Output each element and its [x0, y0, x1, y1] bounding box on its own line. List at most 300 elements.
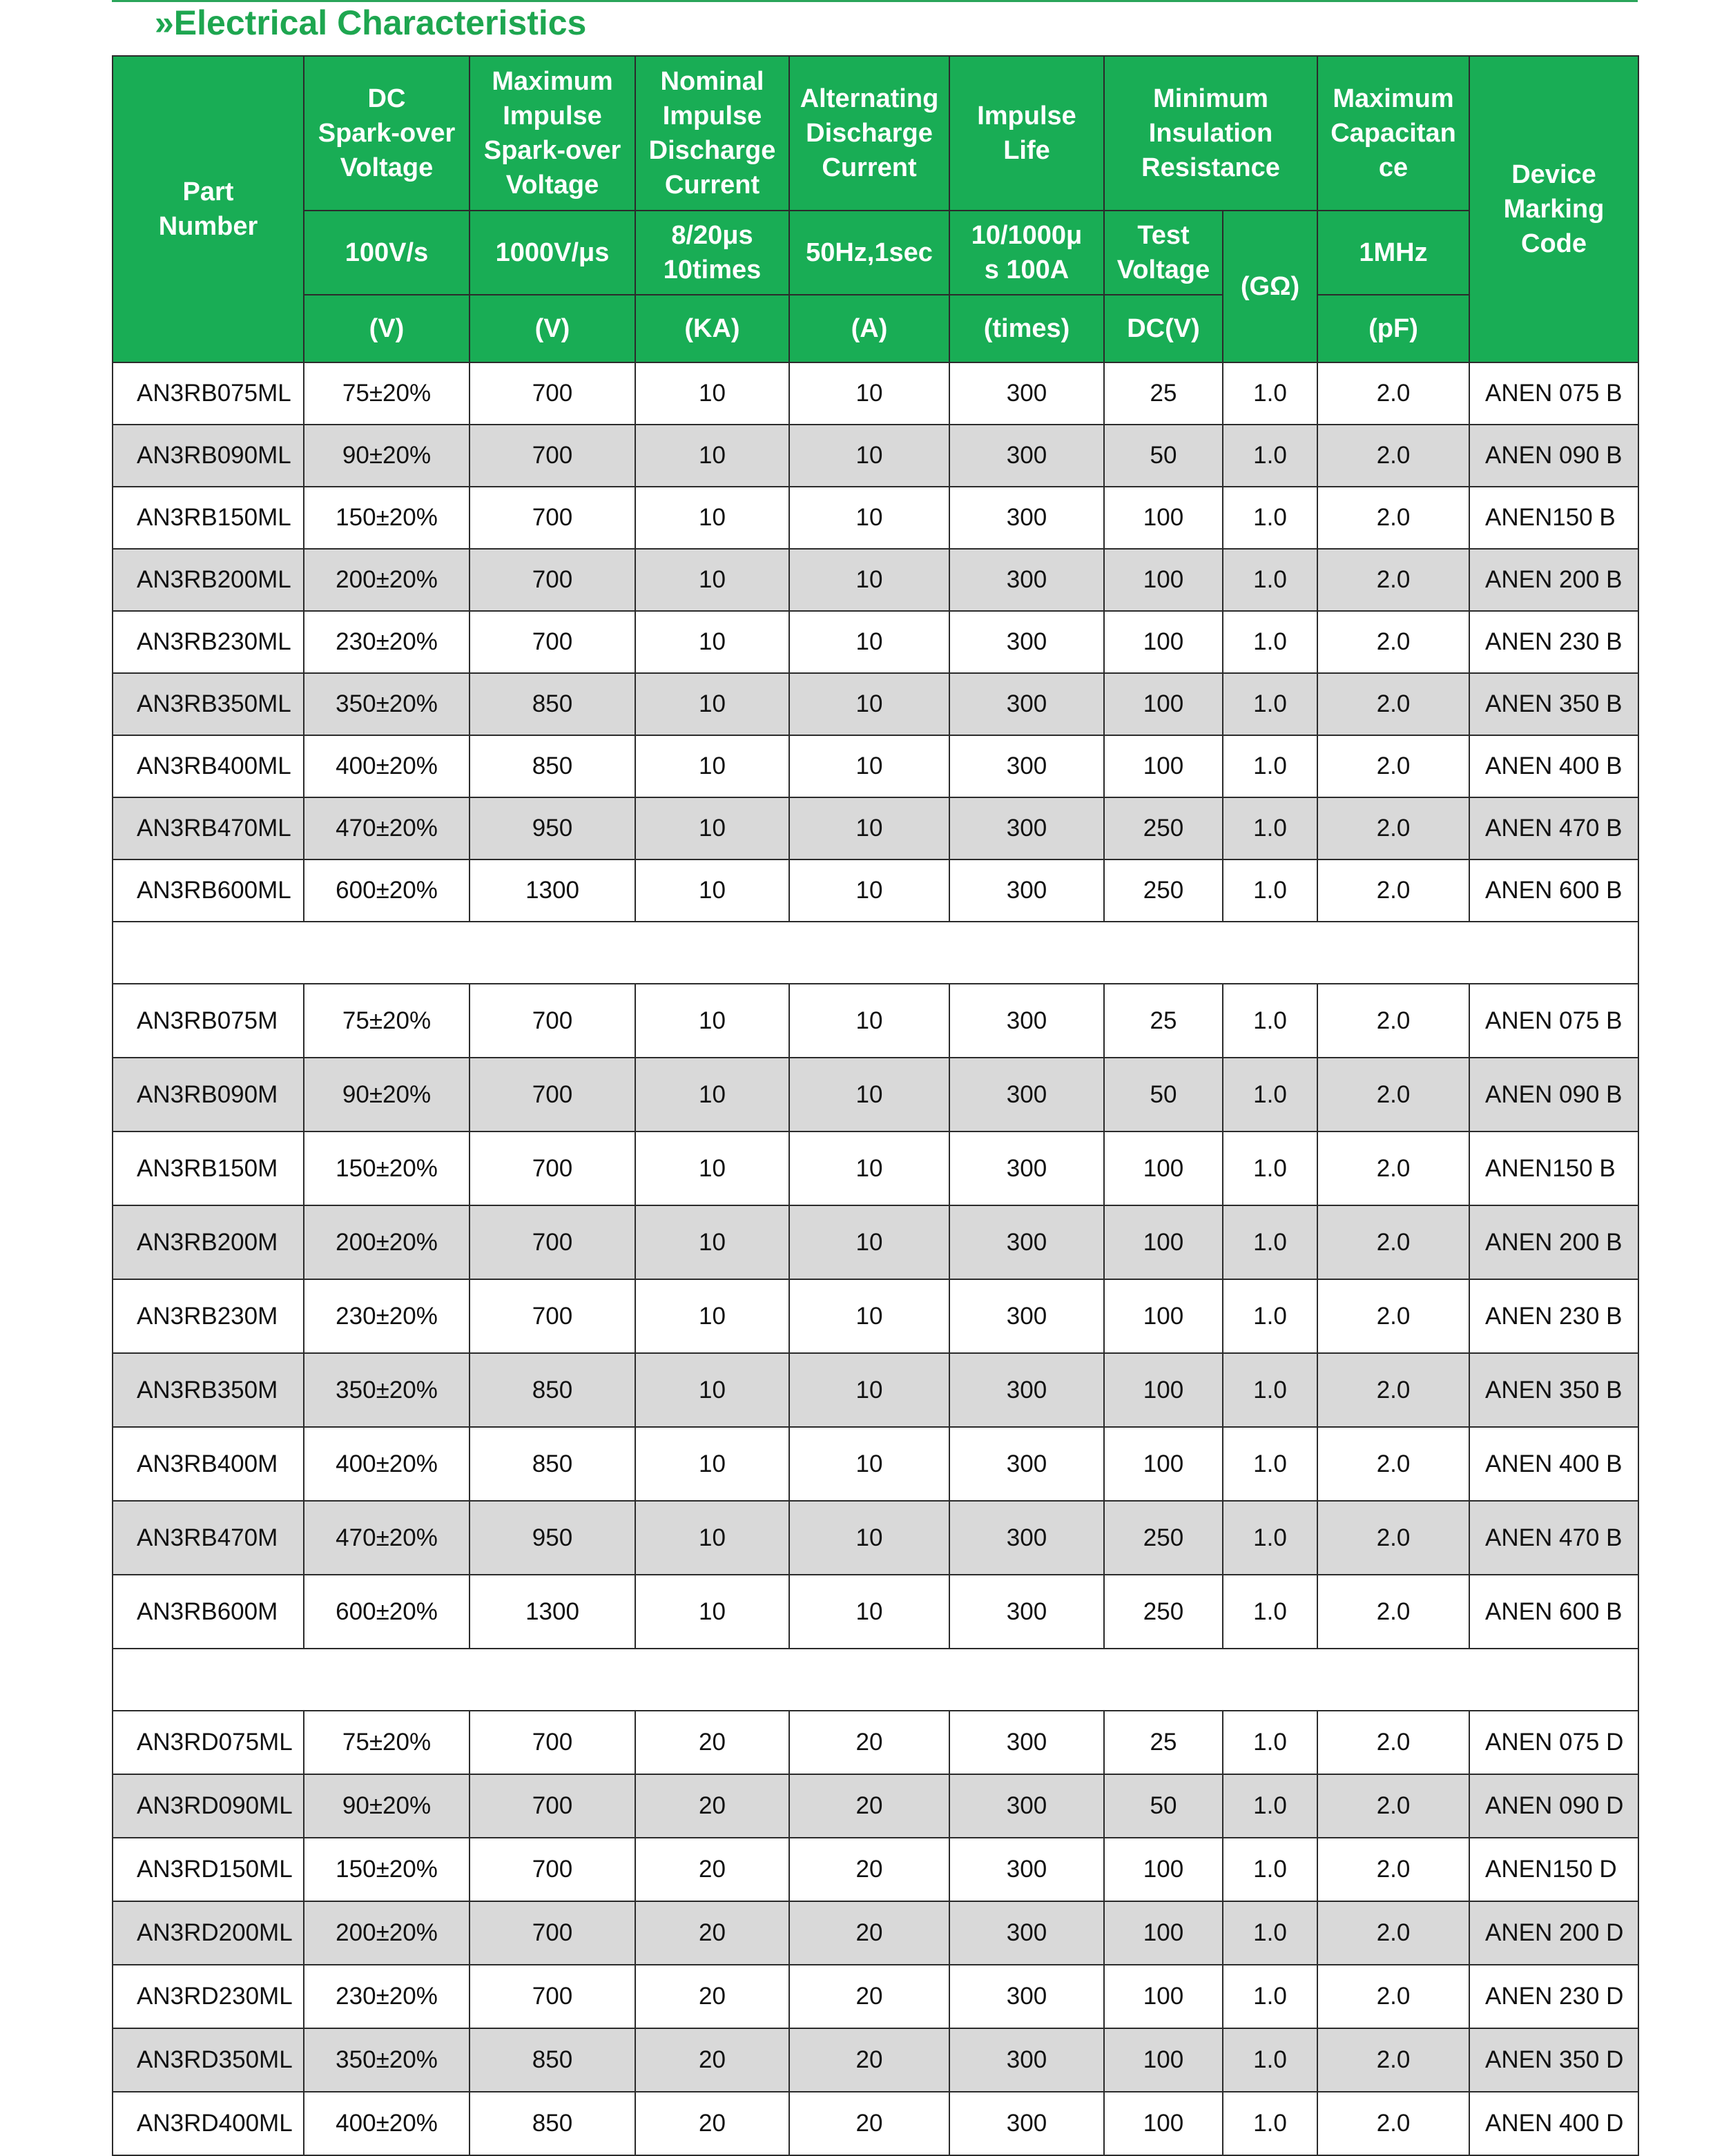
discharge-current-cell: 10 — [635, 1501, 789, 1575]
resistance-cell: 1.0 — [1223, 1279, 1317, 1353]
test-voltage-cell: 100 — [1104, 1838, 1223, 1901]
alternating-current-cell: 10 — [789, 611, 949, 673]
table-row — [113, 611, 1638, 673]
impulse-life-cell: 300 — [949, 1711, 1104, 1774]
resistance-cell: 1.0 — [1223, 1501, 1317, 1575]
part-number-cell: AN3RB400ML — [113, 735, 304, 797]
marking-code-cell: ANEN 350 D — [1469, 2028, 1638, 2092]
discharge-current-cell: 20 — [635, 1711, 789, 1774]
test-voltage-cell: 250 — [1104, 1501, 1223, 1575]
impulse-voltage-cell: 700 — [470, 425, 635, 487]
impulse-voltage-cell: 700 — [470, 1711, 635, 1774]
test-voltage-cell: 50 — [1104, 1774, 1223, 1838]
test-voltage-cell: 100 — [1104, 487, 1223, 549]
alternating-current-cell: 20 — [789, 1774, 949, 1838]
dc-voltage-cell: 75±20% — [304, 1711, 470, 1774]
marking-code-cell: ANEN 350 B — [1469, 1353, 1638, 1427]
resistance-cell: 1.0 — [1223, 1132, 1317, 1205]
header-device-marking-code: Device Marking Code — [1469, 56, 1638, 362]
marking-code-cell: ANEN 075 B — [1469, 362, 1638, 425]
impulse-life-cell: 300 — [949, 2028, 1104, 2092]
header-alternating-discharge-current: Alternating Discharge Current — [789, 56, 949, 211]
resistance-cell: 1.0 — [1223, 425, 1317, 487]
header-nominal-impulse-discharge-current: Nominal Impulse Discharge Current — [635, 56, 789, 211]
discharge-current-cell: 10 — [635, 1353, 789, 1427]
resistance-cell: 1.0 — [1223, 1774, 1317, 1838]
dc-voltage-cell: 350±20% — [304, 673, 470, 735]
dc-voltage-cell: 200±20% — [304, 1205, 470, 1279]
section-title: »Electrical Characteristics — [155, 3, 587, 42]
resistance-cell: 1.0 — [1223, 549, 1317, 611]
test-voltage-cell: 50 — [1104, 1058, 1223, 1132]
marking-code-cell: ANEN 090 B — [1469, 425, 1638, 487]
condition-alternating: 50Hz,1sec — [789, 211, 949, 295]
alternating-current-cell: 10 — [789, 797, 949, 860]
impulse-life-cell: 300 — [949, 362, 1104, 425]
marking-code-cell: ANEN150 B — [1469, 1132, 1638, 1205]
unit-impulse: (V) — [470, 295, 635, 362]
capacitance-cell: 2.0 — [1317, 425, 1469, 487]
part-number-cell: AN3RB090M — [113, 1058, 304, 1132]
table-row — [113, 735, 1638, 797]
impulse-voltage-cell: 700 — [470, 1279, 635, 1353]
resistance-cell: 1.0 — [1223, 1575, 1317, 1649]
capacitance-cell: 2.0 — [1317, 797, 1469, 860]
discharge-current-cell: 10 — [635, 425, 789, 487]
marking-code-cell: ANEN 470 B — [1469, 797, 1638, 860]
impulse-life-cell: 300 — [949, 1501, 1104, 1575]
capacitance-cell: 2.0 — [1317, 1058, 1469, 1132]
capacitance-cell: 2.0 — [1317, 1205, 1469, 1279]
table-row — [113, 1901, 1638, 1965]
impulse-life-cell: 300 — [949, 611, 1104, 673]
test-voltage-cell: 25 — [1104, 362, 1223, 425]
condition-impulse: 1000V/μs — [470, 211, 635, 295]
marking-code-cell: ANEN 200 B — [1469, 549, 1638, 611]
dc-voltage-cell: 350±20% — [304, 1353, 470, 1427]
dc-voltage-cell: 150±20% — [304, 487, 470, 549]
test-voltage-cell: 250 — [1104, 797, 1223, 860]
discharge-current-cell: 10 — [635, 549, 789, 611]
resistance-cell: 1.0 — [1223, 1353, 1317, 1427]
part-number-cell: AN3RB150ML — [113, 487, 304, 549]
impulse-voltage-cell: 850 — [470, 735, 635, 797]
capacitance-cell: 2.0 — [1317, 2028, 1469, 2092]
dc-voltage-cell: 75±20% — [304, 984, 470, 1058]
top-rule — [112, 0, 1638, 2]
marking-code-cell: ANEN 090 D — [1469, 1774, 1638, 1838]
test-voltage-cell: 100 — [1104, 673, 1223, 735]
capacitance-cell: 2.0 — [1317, 1901, 1469, 1965]
test-voltage-cell: 100 — [1104, 1965, 1223, 2028]
test-voltage-cell: 100 — [1104, 1205, 1223, 1279]
discharge-current-cell: 10 — [635, 1205, 789, 1279]
marking-code-cell: ANEN 230 B — [1469, 1279, 1638, 1353]
capacitance-cell: 2.0 — [1317, 673, 1469, 735]
marking-code-cell: ANEN 400 B — [1469, 735, 1638, 797]
alternating-current-cell: 20 — [789, 1965, 949, 2028]
electrical-characteristics-table — [112, 55, 1639, 2156]
resistance-cell: 1.0 — [1223, 1711, 1317, 1774]
part-number-cell: AN3RD200ML — [113, 1901, 304, 1965]
table-header — [113, 56, 1638, 362]
table-row — [113, 1279, 1638, 1353]
part-number-cell: AN3RB230M — [113, 1279, 304, 1353]
discharge-current-cell: 10 — [635, 487, 789, 549]
resistance-cell: 1.0 — [1223, 487, 1317, 549]
test-voltage-cell: 250 — [1104, 1575, 1223, 1649]
table-row — [113, 1427, 1638, 1501]
condition-nominal: 8/20μs 10times — [635, 211, 789, 295]
impulse-life-cell: 300 — [949, 1058, 1104, 1132]
test-voltage-cell: 100 — [1104, 1353, 1223, 1427]
alternating-current-cell: 20 — [789, 1711, 949, 1774]
marking-code-cell: ANEN 400 D — [1469, 2092, 1638, 2155]
impulse-voltage-cell: 1300 — [470, 1575, 635, 1649]
marking-code-cell: ANEN 470 B — [1469, 1501, 1638, 1575]
impulse-life-cell: 300 — [949, 1901, 1104, 1965]
impulse-voltage-cell: 700 — [470, 984, 635, 1058]
impulse-voltage-cell: 700 — [470, 1774, 635, 1838]
resistance-cell: 1.0 — [1223, 2092, 1317, 2155]
alternating-current-cell: 10 — [789, 1427, 949, 1501]
impulse-voltage-cell: 850 — [470, 1427, 635, 1501]
table-row — [113, 1575, 1638, 1649]
dc-voltage-cell: 600±20% — [304, 860, 470, 922]
table-body — [113, 362, 1638, 2155]
impulse-voltage-cell: 950 — [470, 1501, 635, 1575]
impulse-voltage-cell: 700 — [470, 362, 635, 425]
alternating-current-cell: 10 — [789, 425, 949, 487]
impulse-life-cell: 300 — [949, 984, 1104, 1058]
alternating-current-cell: 10 — [789, 1132, 949, 1205]
discharge-current-cell: 10 — [635, 860, 789, 922]
discharge-current-cell: 10 — [635, 984, 789, 1058]
part-number-cell: AN3RB230ML — [113, 611, 304, 673]
part-number-cell: AN3RD350ML — [113, 2028, 304, 2092]
unit-test-voltage: DC(V) — [1104, 295, 1223, 362]
capacitance-cell: 2.0 — [1317, 2092, 1469, 2155]
part-number-cell: AN3RB075M — [113, 984, 304, 1058]
alternating-current-cell: 20 — [789, 1838, 949, 1901]
impulse-life-cell: 300 — [949, 797, 1104, 860]
dc-voltage-cell: 90±20% — [304, 1774, 470, 1838]
discharge-current-cell: 20 — [635, 1965, 789, 2028]
unit-alternating: (A) — [789, 295, 949, 362]
discharge-current-cell: 10 — [635, 1058, 789, 1132]
part-number-cell: AN3RB090ML — [113, 425, 304, 487]
dc-voltage-cell: 470±20% — [304, 797, 470, 860]
dc-voltage-cell: 150±20% — [304, 1838, 470, 1901]
capacitance-cell: 2.0 — [1317, 1965, 1469, 2028]
capacitance-cell: 2.0 — [1317, 1838, 1469, 1901]
marking-code-cell: ANEN 230 B — [1469, 611, 1638, 673]
impulse-life-cell: 300 — [949, 1279, 1104, 1353]
alternating-current-cell: 10 — [789, 984, 949, 1058]
discharge-current-cell: 10 — [635, 673, 789, 735]
dc-voltage-cell: 400±20% — [304, 735, 470, 797]
discharge-current-cell: 20 — [635, 1838, 789, 1901]
capacitance-cell: 2.0 — [1317, 984, 1469, 1058]
resistance-cell: 1.0 — [1223, 1058, 1317, 1132]
group-separator — [113, 922, 1638, 984]
dc-voltage-cell: 150±20% — [304, 1132, 470, 1205]
table-row — [113, 860, 1638, 922]
impulse-voltage-cell: 850 — [470, 673, 635, 735]
impulse-life-cell: 300 — [949, 487, 1104, 549]
impulse-voltage-cell: 850 — [470, 1353, 635, 1427]
discharge-current-cell: 20 — [635, 2092, 789, 2155]
header-minimum-insulation-resistance: Minimum Insulation Resistance — [1104, 56, 1317, 211]
marking-code-cell: ANEN 200 D — [1469, 1901, 1638, 1965]
dc-voltage-cell: 230±20% — [304, 1965, 470, 2028]
marking-code-cell: ANEN 200 B — [1469, 1205, 1638, 1279]
part-number-cell: AN3RD150ML — [113, 1838, 304, 1901]
part-number-cell: AN3RB350M — [113, 1353, 304, 1427]
header-impulse-life: Impulse Life — [949, 56, 1104, 211]
impulse-life-cell: 300 — [949, 1132, 1104, 1205]
marking-code-cell: ANEN 600 B — [1469, 1575, 1638, 1649]
alternating-current-cell: 10 — [789, 549, 949, 611]
discharge-current-cell: 10 — [635, 1132, 789, 1205]
marking-code-cell: ANEN 600 B — [1469, 860, 1638, 922]
part-number-cell: AN3RB470M — [113, 1501, 304, 1575]
resistance-cell: 1.0 — [1223, 860, 1317, 922]
resistance-cell: 1.0 — [1223, 611, 1317, 673]
discharge-current-cell: 20 — [635, 1774, 789, 1838]
condition-capacitance: 1MHz — [1317, 211, 1469, 295]
impulse-life-cell: 300 — [949, 673, 1104, 735]
table-row — [113, 362, 1638, 425]
capacitance-cell: 2.0 — [1317, 860, 1469, 922]
alternating-current-cell: 10 — [789, 1353, 949, 1427]
impulse-life-cell: 300 — [949, 1353, 1104, 1427]
part-number-cell: AN3RB350ML — [113, 673, 304, 735]
part-number-cell: AN3RB600ML — [113, 860, 304, 922]
test-voltage-cell: 100 — [1104, 549, 1223, 611]
resistance-cell: 1.0 — [1223, 1205, 1317, 1279]
impulse-voltage-cell: 700 — [470, 1965, 635, 2028]
capacitance-cell: 2.0 — [1317, 549, 1469, 611]
dc-voltage-cell: 350±20% — [304, 2028, 470, 2092]
discharge-current-cell: 10 — [635, 1427, 789, 1501]
capacitance-cell: 2.0 — [1317, 1353, 1469, 1427]
part-number-cell: AN3RD400ML — [113, 2092, 304, 2155]
test-voltage-cell: 100 — [1104, 611, 1223, 673]
marking-code-cell: ANEN 230 D — [1469, 1965, 1638, 2028]
table-row — [113, 2092, 1638, 2155]
table-row — [113, 1501, 1638, 1575]
impulse-voltage-cell: 700 — [470, 1205, 635, 1279]
table-row — [113, 673, 1638, 735]
resistance-cell: 1.0 — [1223, 1965, 1317, 2028]
table-row — [113, 1132, 1638, 1205]
marking-code-cell: ANEN 075 B — [1469, 984, 1638, 1058]
resistance-cell: 1.0 — [1223, 673, 1317, 735]
impulse-life-cell: 300 — [949, 735, 1104, 797]
test-voltage-cell: 50 — [1104, 425, 1223, 487]
resistance-cell: 1.0 — [1223, 984, 1317, 1058]
resistance-cell: 1.0 — [1223, 797, 1317, 860]
impulse-life-cell: 300 — [949, 860, 1104, 922]
dc-voltage-cell: 470±20% — [304, 1501, 470, 1575]
discharge-current-cell: 10 — [635, 611, 789, 673]
table-row — [113, 2028, 1638, 2092]
capacitance-cell: 2.0 — [1317, 1501, 1469, 1575]
part-number-cell: AN3RB400M — [113, 1427, 304, 1501]
impulse-voltage-cell: 700 — [470, 1132, 635, 1205]
impulse-voltage-cell: 700 — [470, 1058, 635, 1132]
resistance-cell: 1.0 — [1223, 2028, 1317, 2092]
test-voltage-cell: 25 — [1104, 984, 1223, 1058]
table-row — [113, 549, 1638, 611]
discharge-current-cell: 10 — [635, 1575, 789, 1649]
unit-nominal: (KA) — [635, 295, 789, 362]
header-dc-spark-over-voltage: DC Spark-over Voltage — [304, 56, 470, 211]
part-number-cell: AN3RB470ML — [113, 797, 304, 860]
resistance-cell: 1.0 — [1223, 735, 1317, 797]
capacitance-cell: 2.0 — [1317, 487, 1469, 549]
alternating-current-cell: 20 — [789, 1901, 949, 1965]
alternating-current-cell: 10 — [789, 487, 949, 549]
condition-test-voltage: Test Voltage — [1104, 211, 1223, 295]
discharge-current-cell: 20 — [635, 2028, 789, 2092]
marking-code-cell: ANEN 400 B — [1469, 1427, 1638, 1501]
test-voltage-cell: 25 — [1104, 1711, 1223, 1774]
capacitance-cell: 2.0 — [1317, 1774, 1469, 1838]
table-row — [113, 1711, 1638, 1774]
dc-voltage-cell: 90±20% — [304, 1058, 470, 1132]
alternating-current-cell: 20 — [789, 2028, 949, 2092]
part-number-cell: AN3RB075ML — [113, 362, 304, 425]
test-voltage-cell: 100 — [1104, 1132, 1223, 1205]
dc-voltage-cell: 230±20% — [304, 611, 470, 673]
impulse-life-cell: 300 — [949, 1575, 1104, 1649]
table-row — [113, 1774, 1638, 1838]
marking-code-cell: ANEN 350 B — [1469, 673, 1638, 735]
unit-dc: (V) — [304, 295, 470, 362]
resistance-cell: 1.0 — [1223, 1427, 1317, 1501]
part-number-cell: AN3RD090ML — [113, 1774, 304, 1838]
dc-voltage-cell: 200±20% — [304, 1901, 470, 1965]
alternating-current-cell: 10 — [789, 1058, 949, 1132]
separator-cell — [113, 922, 1638, 984]
impulse-voltage-cell: 950 — [470, 797, 635, 860]
impulse-voltage-cell: 700 — [470, 1901, 635, 1965]
part-number-cell: AN3RD075ML — [113, 1711, 304, 1774]
table-row — [113, 425, 1638, 487]
impulse-life-cell: 300 — [949, 1838, 1104, 1901]
unit-life: (times) — [949, 295, 1104, 362]
capacitance-cell: 2.0 — [1317, 1279, 1469, 1353]
impulse-voltage-cell: 1300 — [470, 860, 635, 922]
table-row — [113, 1205, 1638, 1279]
capacitance-cell: 2.0 — [1317, 1427, 1469, 1501]
impulse-voltage-cell: 700 — [470, 549, 635, 611]
dc-voltage-cell: 600±20% — [304, 1575, 470, 1649]
header-max-impulse-spark-over-voltage: Maximum Impulse Spark-over Voltage — [470, 56, 635, 211]
table-row — [113, 984, 1638, 1058]
impulse-voltage-cell: 850 — [470, 2028, 635, 2092]
header-maximum-capacitance: Maximum Capacitan ce — [1317, 56, 1469, 211]
impulse-voltage-cell: 700 — [470, 1838, 635, 1901]
impulse-life-cell: 300 — [949, 1205, 1104, 1279]
dc-voltage-cell: 230±20% — [304, 1279, 470, 1353]
test-voltage-cell: 100 — [1104, 2028, 1223, 2092]
part-number-cell: AN3RB200ML — [113, 549, 304, 611]
discharge-current-cell: 10 — [635, 797, 789, 860]
marking-code-cell: ANEN150 B — [1469, 487, 1638, 549]
impulse-life-cell: 300 — [949, 549, 1104, 611]
resistance-cell: 1.0 — [1223, 1901, 1317, 1965]
dc-voltage-cell: 400±20% — [304, 2092, 470, 2155]
marking-code-cell: ANEN 075 D — [1469, 1711, 1638, 1774]
resistance-cell: 1.0 — [1223, 1838, 1317, 1901]
impulse-life-cell: 300 — [949, 2092, 1104, 2155]
impulse-life-cell: 300 — [949, 1774, 1104, 1838]
header-part-number: Part Number — [113, 56, 304, 362]
discharge-current-cell: 10 — [635, 1279, 789, 1353]
condition-life: 10/1000μ s 100A — [949, 211, 1104, 295]
alternating-current-cell: 10 — [789, 1279, 949, 1353]
marking-code-cell: ANEN150 D — [1469, 1838, 1638, 1901]
capacitance-cell: 2.0 — [1317, 362, 1469, 425]
impulse-life-cell: 300 — [949, 425, 1104, 487]
capacitance-cell: 2.0 — [1317, 1711, 1469, 1774]
unit-resistance: (GΩ) — [1223, 211, 1317, 362]
separator-cell — [113, 1649, 1638, 1711]
part-number-cell: AN3RB200M — [113, 1205, 304, 1279]
capacitance-cell: 2.0 — [1317, 611, 1469, 673]
part-number-cell: AN3RB600M — [113, 1575, 304, 1649]
alternating-current-cell: 10 — [789, 1575, 949, 1649]
discharge-current-cell: 10 — [635, 362, 789, 425]
part-number-cell: AN3RD230ML — [113, 1965, 304, 2028]
test-voltage-cell: 250 — [1104, 860, 1223, 922]
table-row — [113, 1838, 1638, 1901]
dc-voltage-cell: 75±20% — [304, 362, 470, 425]
alternating-current-cell: 10 — [789, 1205, 949, 1279]
unit-capacitance: (pF) — [1317, 295, 1469, 362]
impulse-voltage-cell: 700 — [470, 611, 635, 673]
marking-code-cell: ANEN 090 B — [1469, 1058, 1638, 1132]
capacitance-cell: 2.0 — [1317, 1132, 1469, 1205]
test-voltage-cell: 100 — [1104, 2092, 1223, 2155]
dc-voltage-cell: 400±20% — [304, 1427, 470, 1501]
impulse-voltage-cell: 850 — [470, 2092, 635, 2155]
alternating-current-cell: 10 — [789, 362, 949, 425]
capacitance-cell: 2.0 — [1317, 735, 1469, 797]
test-voltage-cell: 100 — [1104, 1901, 1223, 1965]
alternating-current-cell: 10 — [789, 673, 949, 735]
discharge-current-cell: 20 — [635, 1901, 789, 1965]
test-voltage-cell: 100 — [1104, 1427, 1223, 1501]
part-number-cell: AN3RB150M — [113, 1132, 304, 1205]
alternating-current-cell: 10 — [789, 735, 949, 797]
table-row — [113, 487, 1638, 549]
table-row — [113, 1965, 1638, 2028]
resistance-cell: 1.0 — [1223, 362, 1317, 425]
impulse-life-cell: 300 — [949, 1965, 1104, 2028]
table-row — [113, 1058, 1638, 1132]
group-separator — [113, 1649, 1638, 1711]
alternating-current-cell: 20 — [789, 2092, 949, 2155]
condition-dc: 100V/s — [304, 211, 470, 295]
test-voltage-cell: 100 — [1104, 735, 1223, 797]
impulse-life-cell: 300 — [949, 1427, 1104, 1501]
alternating-current-cell: 10 — [789, 860, 949, 922]
capacitance-cell: 2.0 — [1317, 1575, 1469, 1649]
